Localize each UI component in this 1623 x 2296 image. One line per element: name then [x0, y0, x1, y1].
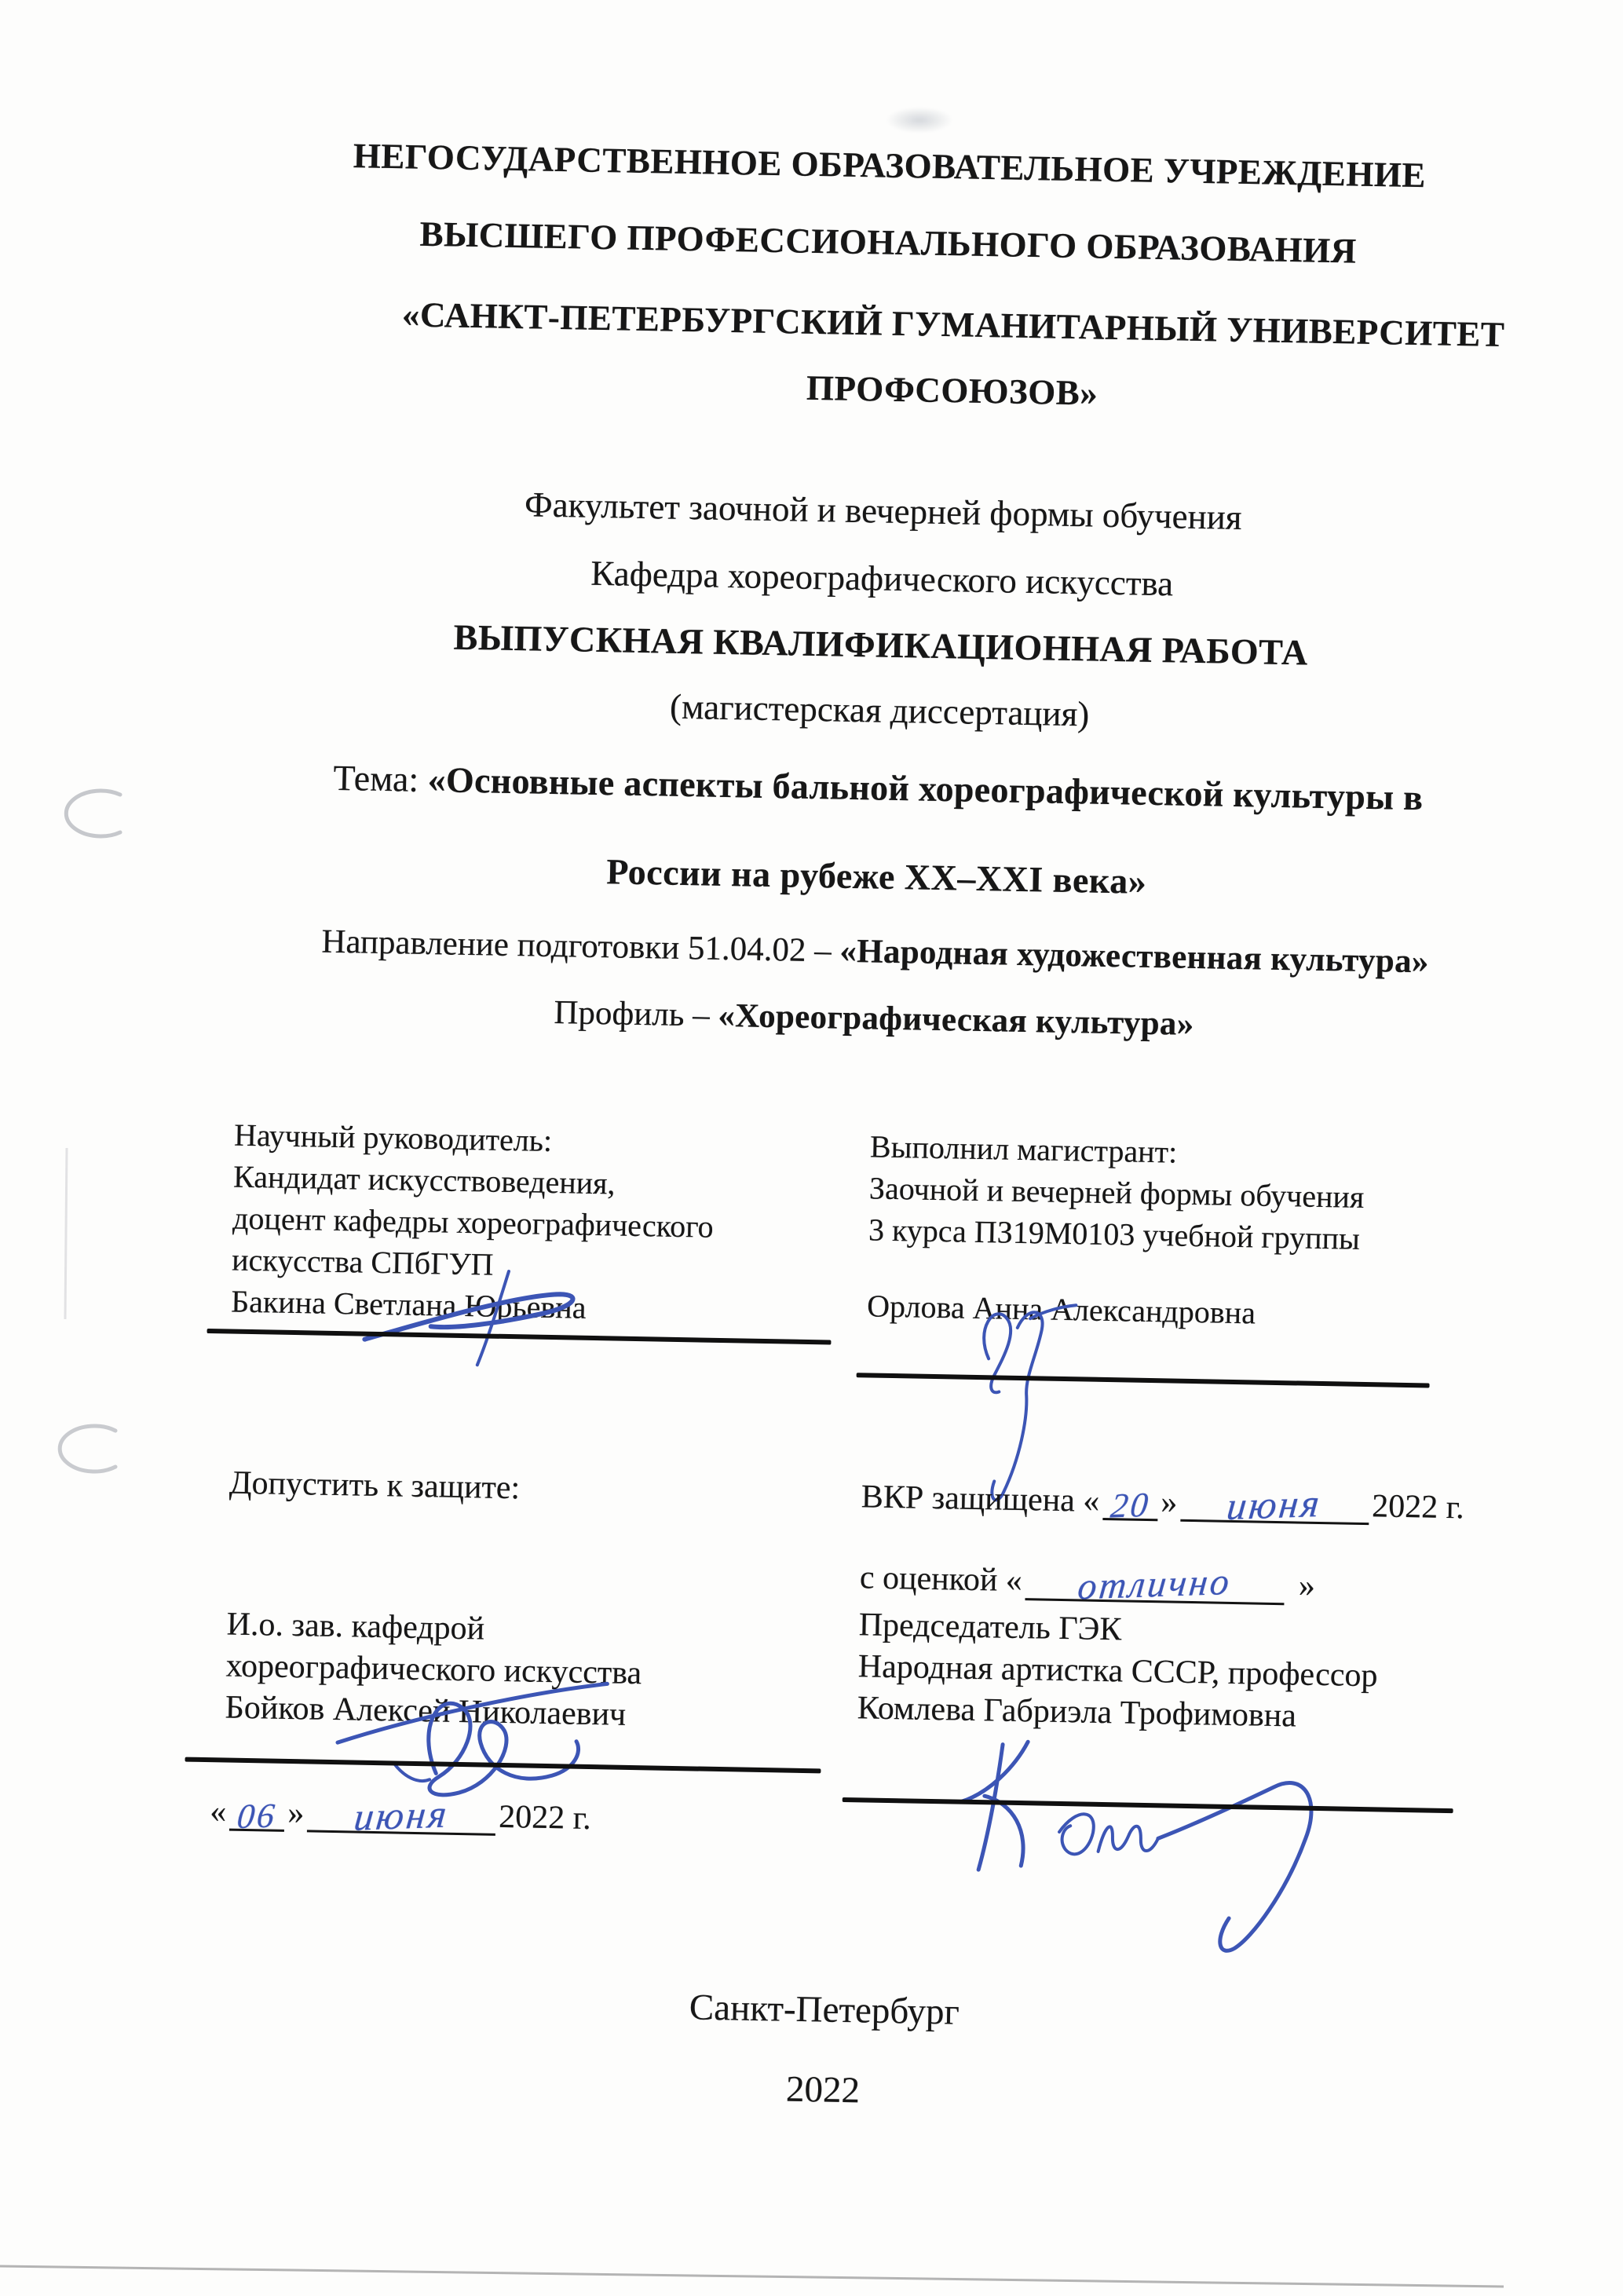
- grade-prefix: с оценкой «: [859, 1559, 1023, 1600]
- grade-handwritten: отлично: [1076, 1560, 1234, 1608]
- admission-year: 2022 г.: [498, 1798, 592, 1837]
- direction-line: [199, 919, 1551, 985]
- admission-title: Допустить к защите:: [228, 1464, 521, 1507]
- grade-close-quote: »: [1298, 1567, 1316, 1604]
- defense-year: 2022 г.: [1371, 1488, 1465, 1526]
- admission-day-handwritten: 06: [235, 1796, 279, 1837]
- department-line: Кафедра хореографического искусства: [590, 553, 1174, 604]
- direction-name: «Народная художественная культура»: [839, 932, 1430, 981]
- university-name-line3: «САНКТ-ПЕТЕРБУРГСКИЙ ГУМАНИТАРНЫЙ УНИВЕРСИТЕТ ПРОФСОЮЗОВ»: [401, 294, 1505, 413]
- defense-open-quote: «: [1082, 1483, 1100, 1519]
- profile-line: [199, 986, 1550, 1051]
- work-subtype-line: (магистерская диссертация): [669, 686, 1090, 734]
- student-name: Орлова Анна Александровна: [866, 1288, 1256, 1331]
- theme-label: Тема:: [333, 757, 429, 800]
- chair-title: Председатель ГЭК: [858, 1607, 1122, 1648]
- defense-day-handwritten: 20: [1108, 1485, 1152, 1526]
- head-position-2: хореографического искусства: [225, 1647, 642, 1692]
- admission-month-handwritten: июня: [352, 1791, 451, 1839]
- footer-city: Санкт-Петербург: [689, 1987, 960, 2033]
- university-name-line1: НЕГОСУДАРСТВЕННОЕ ОБРАЗОВАТЕЛЬНОЕ УЧРЕЖДЕНИЕ: [353, 136, 1427, 196]
- direction-prefix: Направление подготовки 51.04.02 –: [321, 923, 840, 970]
- theme-line2: России на рубеже XX–XXI века»: [605, 851, 1147, 901]
- profile-name: «Хореографическая культура»: [718, 996, 1194, 1043]
- defense-month-handwritten: июня: [1225, 1480, 1325, 1529]
- defense-close-quote: »: [1160, 1484, 1178, 1521]
- defense-prefix: ВКР защищена: [861, 1479, 1084, 1519]
- student-form: Заочной и вечерней формы обучения: [868, 1170, 1365, 1215]
- footer-year: 2022: [785, 2068, 861, 2111]
- defense-date-row: [861, 1474, 1465, 1529]
- supervisor-position-1: доцент кафедры хореографического: [232, 1200, 715, 1245]
- admission-month-underline: [307, 1790, 496, 1839]
- student-label: Выполнил магистрант:: [869, 1128, 1178, 1170]
- defense-day-underline: [1102, 1483, 1158, 1526]
- theme-line1: [203, 754, 1554, 822]
- student-group: 3 курса ПЗ19М0103 учебной группы: [868, 1212, 1361, 1256]
- supervisor-label: Научный руководитель:: [233, 1117, 553, 1159]
- profile-prefix: Профиль –: [554, 994, 718, 1034]
- student-signature-line: [857, 1373, 1430, 1387]
- admission-date-row: [210, 1789, 591, 1837]
- head-name: Бойков Алексей Николаевич: [225, 1689, 627, 1733]
- head-signature: [317, 1644, 627, 1815]
- supervisor-name: Бакина Светлана Юрьевна: [230, 1283, 587, 1325]
- faculty-line: Факультет заочной и вечерней формы обучения: [524, 484, 1242, 537]
- supervisor-signature: [353, 1262, 606, 1373]
- head-position-1: И.о. зав. кафедрой: [226, 1606, 485, 1647]
- grade-underline: [1025, 1560, 1285, 1608]
- chair-signature: [931, 1702, 1360, 1969]
- chair-rank: Народная артистка СССР, профессор: [857, 1648, 1378, 1695]
- defense-month-underline: [1180, 1480, 1369, 1529]
- admission-open-quote: «: [209, 1793, 227, 1830]
- admission-close-quote: »: [287, 1794, 305, 1832]
- admission-day-underline: [229, 1794, 285, 1837]
- chair-name: Комлева Габриэла Трофимовна: [857, 1690, 1297, 1735]
- work-type-line: ВЫПУСКНАЯ КВАЛИФИКАЦИОННАЯ РАБОТА: [453, 616, 1309, 673]
- supervisor-position-2: искусства СПбГУП: [231, 1241, 494, 1282]
- theme-title-part1: «Основные аспекты бальной хореографической культуры в: [427, 759, 1424, 818]
- university-name-line2: ВЫСШЕГО ПРОФЕССИОНАЛЬНОГО ОБРАЗОВАНИЯ: [419, 214, 1358, 271]
- supervisor-degree: Кандидат искусствоведения,: [232, 1158, 616, 1201]
- grade-row: [859, 1557, 1315, 1606]
